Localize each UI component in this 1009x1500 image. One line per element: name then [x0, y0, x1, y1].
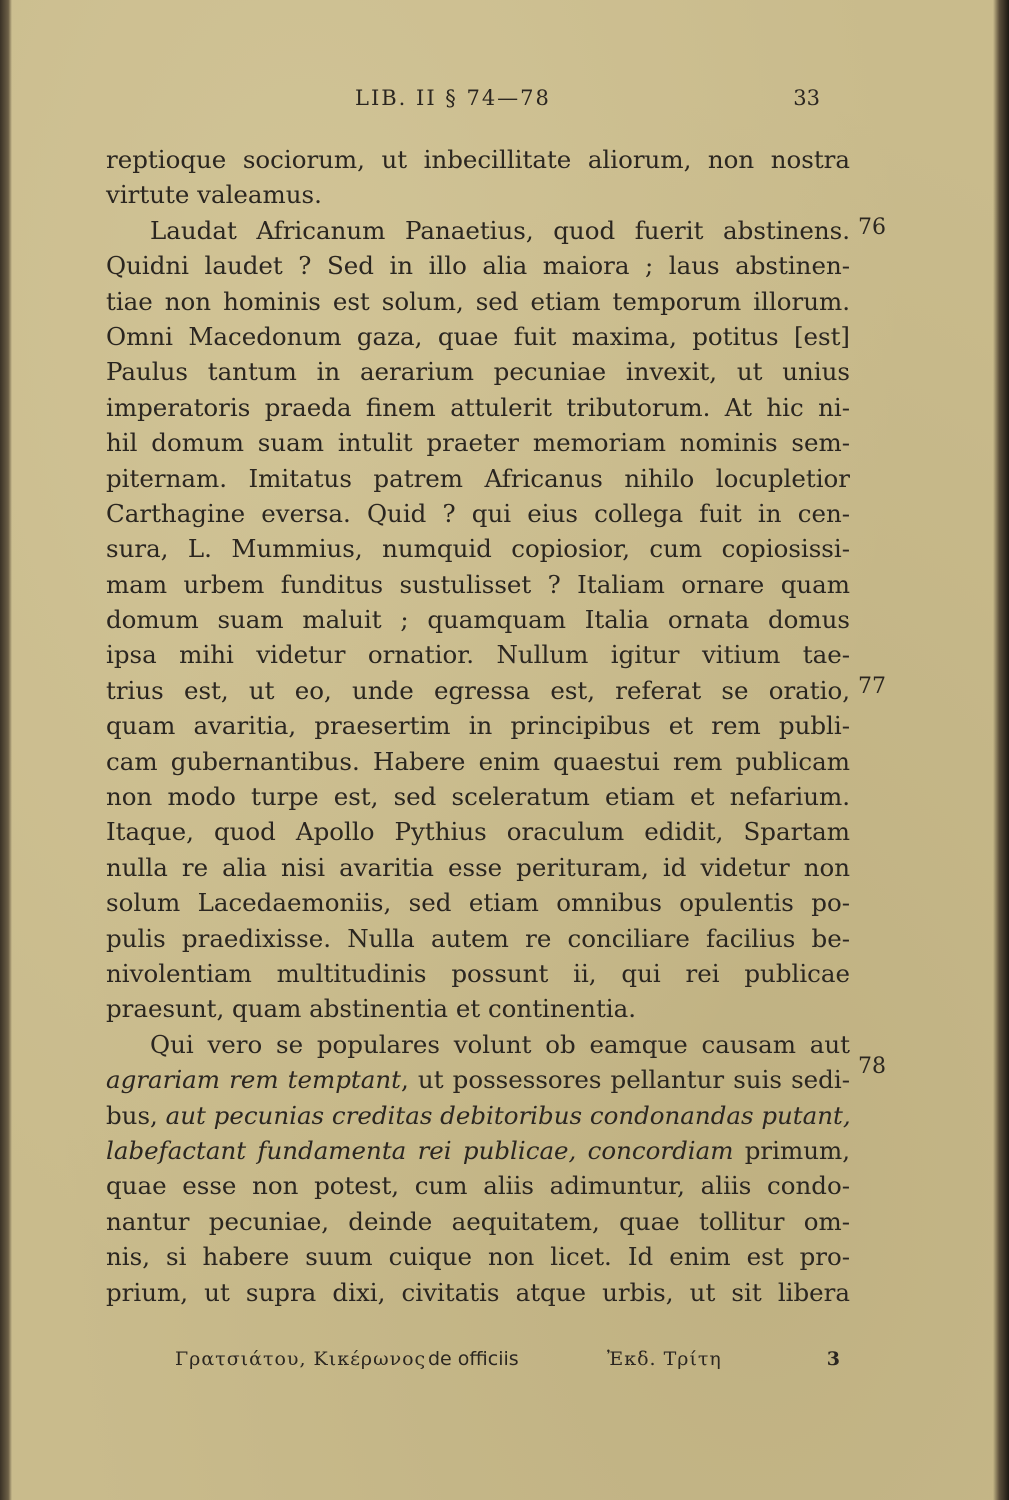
page-footer	[175, 1348, 840, 1378]
text-line	[106, 1133, 850, 1168]
text-line: Itaque, quod Apollo Pythius oraculum edidit, Spartam	[106, 817, 850, 847]
running-head: LIB. II § 74—78	[355, 86, 551, 110]
text-line: Carthagine eversa. Quid ? qui eius collega fuit in cen-	[106, 498, 850, 528]
italic-phrase: agrariam rem temptant	[106, 1065, 402, 1095]
text-line: praesunt, quam abstinentia et continentia.	[106, 994, 637, 1024]
text-line: nis, si habere suum cuique non licet. Id enim est pro-	[106, 1242, 850, 1272]
text-line: nulla re alia nisi avaritia esse perituram, id videtur non	[106, 852, 850, 882]
right-binding-shadow	[993, 0, 1009, 1500]
text-line: virtute valeamus.	[106, 180, 322, 210]
text-line: pulis praedixisse. Nulla autem re conciliare facilius be-	[106, 923, 850, 953]
text-line: mam urbem funditus sustulisset ? Italiam ornare quam	[106, 569, 850, 599]
page-number: 33	[793, 86, 820, 110]
text-line: prium, ut supra dixi, civitatis atque urbis, ut sit libera	[106, 1277, 850, 1307]
text-line: imperatoris praeda finem attulerit tributorum. At hic ni-	[106, 392, 850, 422]
text-line: cam gubernantibus. Habere enim quaestui rem publicam	[106, 746, 850, 776]
text-line: non modo turpe est, sed sceleratum etiam et nefarium.	[106, 782, 850, 812]
text-line: Qui vero se populares volunt ob eamque causam aut	[150, 1029, 850, 1059]
text-line	[106, 1098, 850, 1133]
text-line: nantur pecuniae, deinde aequitatem, quae tollitur om-	[106, 1206, 850, 1236]
text-line: Omni Macedonum gaza, quae fuit maxima, potitus [est]	[106, 321, 850, 351]
text-line: Paulus tantum in aerarium pecuniae invexit, ut unius	[106, 357, 850, 387]
text-run: primum,	[733, 1135, 850, 1165]
text-run: , ut possessores pellantur suis sedi-	[401, 1065, 850, 1095]
text-line: nivolentiam multitudinis possunt ii, qui rei publicae	[106, 958, 850, 988]
text-line: hil domum suam intulit praeter memoriam nominis sem-	[106, 428, 850, 458]
italic-phrase: aut pecunias creditas debitoribus condonandas putant,	[165, 1100, 851, 1130]
margin-section-number: 77	[858, 674, 886, 699]
text-line: domum suam maluit ; quamquam Italia ornata domus	[106, 605, 850, 635]
footer-work: de officiis	[428, 1348, 519, 1370]
body-text	[106, 142, 850, 1310]
italic-phrase: labefactant fundamenta rei publicae, concordiam	[106, 1135, 734, 1165]
left-binding-shadow	[0, 0, 12, 1500]
text-line: ipsa mihi videtur ornatior. Nullum igitur vitium tae-	[106, 640, 850, 670]
text-line: solum Lacedaemoniis, sed etiam omnibus opulentis po-	[106, 888, 850, 918]
footer-author-name: Γρατσιάτου,	[175, 1348, 307, 1370]
page-header	[330, 86, 850, 120]
text-line: quae esse non potest, cum aliis adimuntur, aliis condo-	[106, 1171, 850, 1201]
footer-signature-mark: 3	[826, 1348, 840, 1370]
text-line: Quidni laudet ? Sed in illo alia maiora ; laus abstinen-	[106, 251, 850, 281]
footer-title-name: Κικέρωνος	[313, 1348, 427, 1370]
footer-author	[175, 1348, 426, 1370]
footer-edition: Ἐκδ. Τρίτη	[607, 1348, 722, 1370]
margin-section-number: 78	[858, 1054, 886, 1079]
margin-section-number: 76	[858, 215, 886, 240]
text-line	[106, 1062, 850, 1097]
text-run: bus,	[106, 1100, 166, 1130]
text-line: piternam. Imitatus patrem Africanus nihilo locupletior	[106, 463, 850, 493]
text-line: sura, L. Mummius, numquid copiosior, cum copiosissi-	[106, 534, 850, 564]
text-line: reptioque sociorum, ut inbecillitate aliorum, non nostra	[106, 145, 850, 174]
text-line: trius est, ut eo, unde egressa est, referat se oratio,	[106, 675, 850, 705]
text-line: tiae non hominis est solum, sed etiam temporum illorum.	[106, 286, 850, 316]
text-line: quam avaritia, praesertim in principibus et rem publi-	[106, 711, 850, 741]
text-line: Laudat Africanum Panaetius, quod fuerit abstinens.	[150, 215, 850, 245]
